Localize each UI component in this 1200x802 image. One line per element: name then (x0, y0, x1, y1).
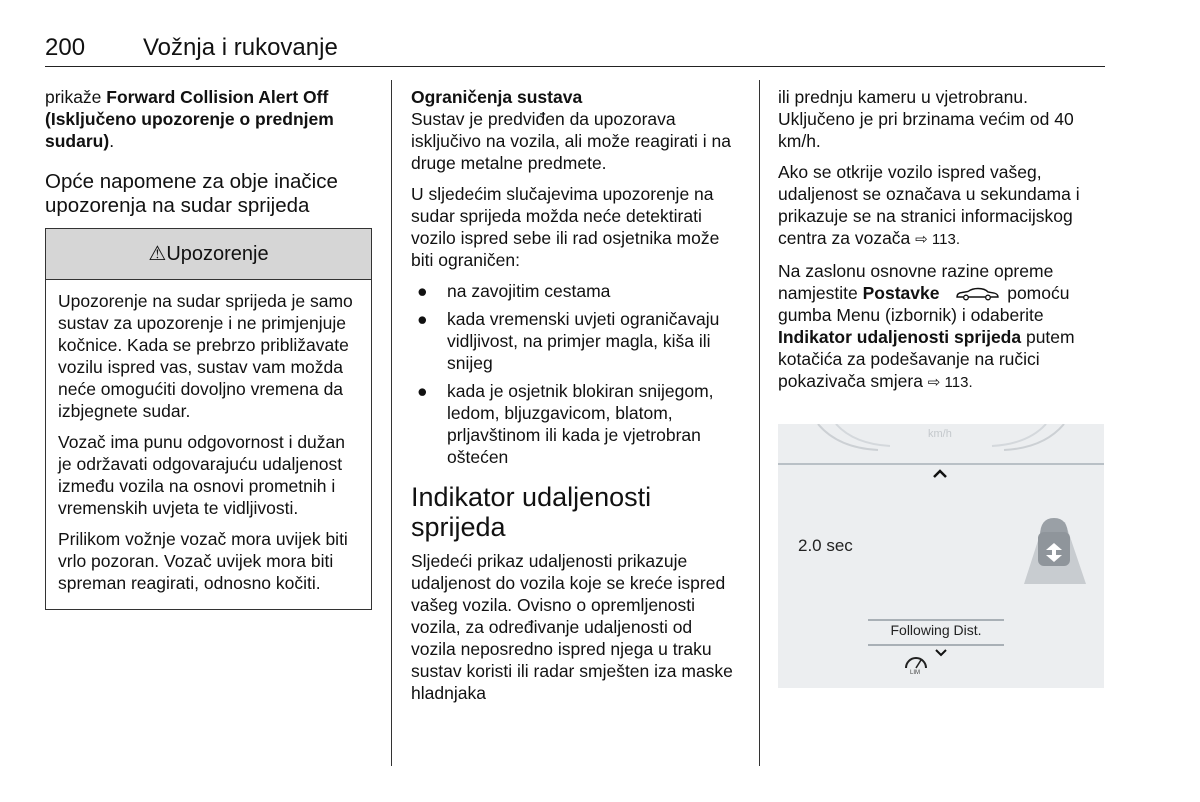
page-reference[interactable]: ⇨ 113. (915, 231, 960, 248)
body-paragraph: Na zaslonu osnovne razine opreme namjestite Postavke pomoću gumba Menu (izbornik) i odaberite Indikator udaljenosti sprijeda putem kotačića za podešavanje na ručici pokazivača smjera ⇨ 113. (778, 261, 1075, 391)
feature-status-label: Forward Collision Alert Off (Isključeno upozorenje o prednjem sudaru) (45, 87, 334, 151)
column-divider-2 (759, 80, 760, 766)
page-reference[interactable]: ⇨ 113. (927, 374, 973, 391)
gap-time-readout: 2.0 sec (798, 536, 853, 555)
following-distance-menu-label: Following Dist. (890, 622, 982, 638)
bullet-icon: ● (417, 381, 428, 401)
list-item: ● kada je osjetnik blokiran snijegom, ledom, bljuzgavicom, blatom, prljavštinom ili kada je vjetrobran oštećen (417, 381, 714, 467)
warning-paragraph: Upozorenje na sudar sprijeda je samo sustav za upozorenje i ne primjenjuje kočnice. Kada se prebrzo približavate vozilu ispred vas, sustav vam možda neće omogućiti dovoljno vremena da izbjegnete sudar. (58, 291, 353, 421)
warning-body (46, 280, 371, 609)
warning-box (45, 228, 372, 610)
distance-indicator-label: Indikator udaljenosti sprijeda (778, 327, 1022, 347)
conditions-list (411, 280, 741, 468)
body-paragraph: Sljedeći prikaz udaljenosti prikazuje udaljenost do vozila koje se kreće ispred vašeg vozila. Ovisno o opremljenosti vozila, za određivanje udaljenosti od vozila neposredno ispred njega u traku sustav koristi ili radar smješten iza maske hladnjaka (411, 551, 733, 703)
bullet-icon: ● (417, 309, 428, 329)
section-title: Indikator udaljenosti sprijeda (411, 482, 652, 542)
system-limits-heading: Ograničenja sustava (411, 87, 583, 107)
body-paragraph: Sustav je predviđen da upozorava isključivo na vozila, ali može reagirati i na druge metalne predmete. (411, 109, 731, 173)
column-1 (45, 86, 372, 610)
body-paragraph: U sljedećim slučajevima upozorenje na sudar sprijeda možda neće detektirati vozilo ispred sebe ili rad osjetnika može biti ograničen: (411, 184, 720, 270)
column-divider-1 (391, 80, 392, 766)
settings-label: Postavke (862, 283, 940, 303)
page-header (45, 32, 1105, 67)
list-item: ● na zavojitim cestama (417, 281, 611, 301)
warning-paragraph: Prilikom vožnje vozač mora uvijek biti vrlo pozoran. Vozač uvijek mora biti spreman reagirati, odnosno kočiti. (58, 529, 348, 593)
body-paragraph: Ako se otkrije vozilo ispred vašeg, udaljenost se označava u sekundama i prikazuje se na stranici informacijskog centra za vozača ⇨ 113. (778, 162, 1080, 248)
warning-title: Upozorenje (166, 243, 269, 265)
chapter-title: Vožnja i rukovanje (143, 34, 338, 61)
body-paragraph: ili prednju kameru u vjetrobranu. Uključeno je pri brzinama većim od 40 km/h. (778, 87, 1074, 151)
warning-paragraph: Vozač ima punu odgovornost i dužan je održavati odgovarajuću udaljenost između vozila na osnovi prometnih i vremenskih uvjeta te vidljivosti. (58, 432, 345, 518)
cluster-display-graphic (778, 424, 1104, 688)
column-2 (411, 86, 741, 713)
warning-triangle-icon: ⚠ (148, 243, 167, 265)
page-number: 200 (45, 34, 86, 61)
car-settings-icon (954, 287, 1000, 301)
bullet-icon: ● (417, 281, 428, 301)
intro-paragraph: prikaže Forward Collision Alert Off (Isključeno upozorenje o prednjem sudaru). (45, 87, 334, 151)
general-notes-heading: Opće napomene za obje inačice upozorenja na sudar sprijeda (45, 170, 338, 217)
warning-header (46, 229, 371, 280)
lim-label: LIM (910, 670, 921, 676)
cluster-display (778, 424, 1104, 688)
list-item: ● kada vremenski uvjeti ograničavaju vidljivost, na primjer magla, kiša ili snijeg (417, 309, 720, 373)
speed-unit-label: km/h (928, 428, 952, 440)
column-3 (778, 86, 1104, 403)
